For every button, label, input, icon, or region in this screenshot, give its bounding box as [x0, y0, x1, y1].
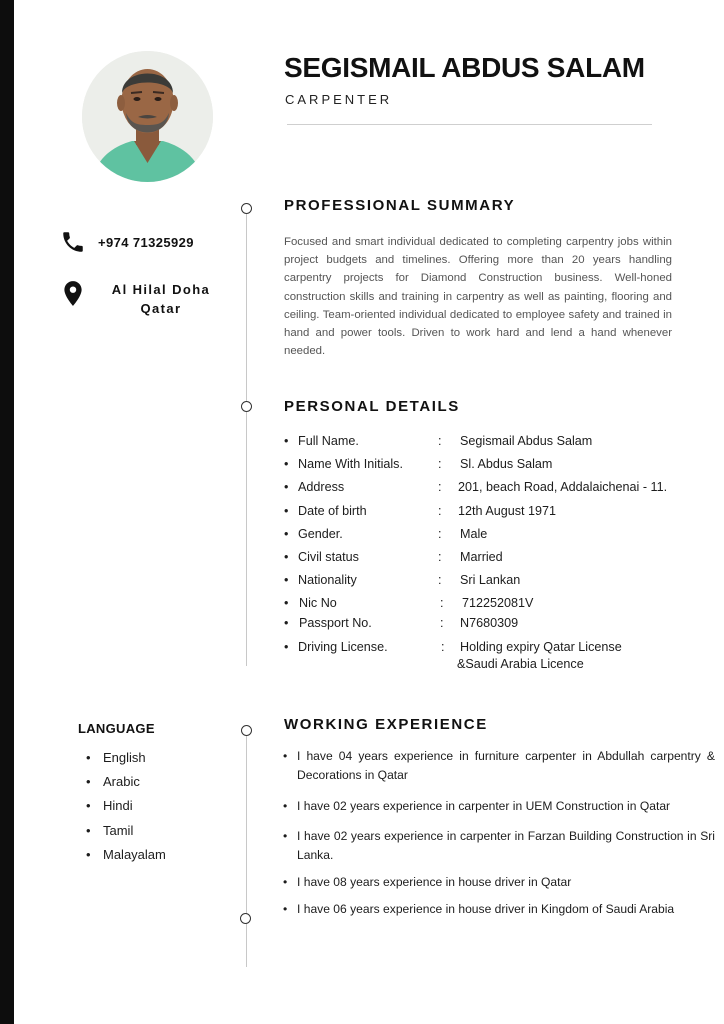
timeline-dot	[241, 203, 252, 214]
experience-item: • I have 08 years experience in house driver in Qatar	[283, 873, 715, 892]
left-edge-bar	[0, 0, 14, 1024]
detail-value: Sri Lankan	[460, 573, 521, 588]
detail-label: Passport No.	[299, 616, 372, 631]
profile-photo	[82, 51, 213, 182]
detail-row-civil-status: • Civil status : Married	[284, 549, 503, 564]
timeline-dot	[241, 725, 252, 736]
detail-row-nic: • Nic No : 712252081V	[284, 596, 534, 611]
detail-label: Gender.	[298, 526, 343, 541]
experience-heading: WORKING EXPERIENCE	[284, 716, 488, 733]
timeline-line-top	[246, 214, 247, 666]
detail-value: Sl. Abdus Salam	[460, 457, 553, 472]
detail-label: Nic No	[299, 596, 337, 611]
summary-text: Focused and smart individual dedicated to completing carpentry jobs within project budgets and timelines. Offering more than 20 years handling carpentry projects for Diamond Construction business. Well-honed construction skills and training in carpentry as well as painting, flooring and ceiling. Team-oriented individual dedicated to employee safety and trained in hand and power tools. Driven to work hard and lend a hand whenever needed.	[284, 236, 672, 358]
detail-row-gender: • Gender. : Male	[284, 526, 488, 541]
detail-label: Driving License.	[298, 640, 388, 655]
detail-row-full-name: • Full Name. : Segismail Abdus Salam	[284, 434, 593, 448]
address-line-2: Qatar	[140, 301, 182, 316]
detail-row-passport: • Passport No. : N7680309	[284, 616, 519, 631]
detail-value: Holding expiry Qatar License	[460, 640, 622, 655]
experience-item: • I have 02 years experience in carpenter in UEM Construction in Qatar	[283, 797, 715, 816]
detail-value: N7680309	[460, 616, 519, 631]
detail-row-driving-license: • Driving License. : Holding expiry Qatar License &Saudi Arabia Licence	[284, 640, 622, 672]
language-item: • Malayalam	[86, 847, 166, 871]
detail-value: Segismail Abdus Salam	[460, 434, 593, 448]
detail-value: 712252081V	[462, 596, 534, 611]
phone-icon	[60, 229, 86, 255]
detail-row-address: • Address : 201, beach Road, Addalaichenai - 11.	[284, 480, 668, 495]
phone-contact[interactable]	[60, 229, 194, 255]
personal-details-heading: PERSONAL DETAILS	[284, 398, 460, 415]
detail-label: Address	[298, 480, 345, 495]
location-pin-icon	[60, 280, 86, 308]
detail-label: Date of birth	[298, 503, 367, 518]
timeline-dot	[241, 401, 252, 412]
detail-label: Full Name.	[298, 434, 359, 448]
experience-item: • I have 02 years experience in carpenter in Farzan Building Construction in Sri Lanka.	[283, 827, 715, 864]
experience-item: • I have 06 years experience in house driver in Kingdom of Saudi Arabia	[283, 900, 715, 919]
detail-label: Civil status	[298, 549, 359, 564]
header-divider	[287, 124, 652, 125]
timeline-line-bottom	[246, 736, 247, 967]
detail-row-initials: • Name With Initials. : Sl. Abdus Salam	[284, 457, 553, 472]
address-line-1: Al Hilal Doha	[111, 282, 211, 297]
summary-heading: PROFESSIONAL SUMMARY	[284, 197, 516, 214]
phone-number: +974 71325929	[98, 234, 194, 250]
timeline-dot	[240, 913, 251, 924]
language-item: • Arabic	[86, 774, 166, 798]
personal-details-list	[284, 434, 714, 680]
detail-label: Name With Initials.	[298, 457, 403, 472]
candidate-name: SEGISMAIL ABDUS SALAM	[284, 52, 645, 83]
detail-label: Nationality	[298, 573, 357, 588]
candidate-role: CARPENTER	[285, 92, 393, 107]
detail-value: 12th August 1971	[458, 503, 557, 518]
detail-value-continued: &Saudi Arabia Licence	[457, 657, 584, 672]
language-list	[86, 750, 166, 871]
language-item: • English	[86, 750, 166, 774]
detail-row-dob: • Date of birth : 12th August 1971	[284, 503, 557, 518]
detail-value: Married	[460, 549, 503, 564]
detail-value: 201, beach Road, Addalaichenai - 11.	[458, 480, 668, 495]
address-contact	[60, 280, 220, 318]
address-text	[102, 280, 220, 318]
language-item: • Tamil	[86, 823, 166, 847]
language-heading: LANGUAGE	[78, 721, 155, 736]
language-item: • Hindi	[86, 798, 166, 822]
detail-value: Male	[460, 526, 488, 541]
detail-row-nationality: • Nationality : Sri Lankan	[284, 573, 521, 588]
experience-item: • I have 04 years experience in furniture carpenter in Abdullah carpentry & Decorations in Qatar	[283, 747, 715, 784]
